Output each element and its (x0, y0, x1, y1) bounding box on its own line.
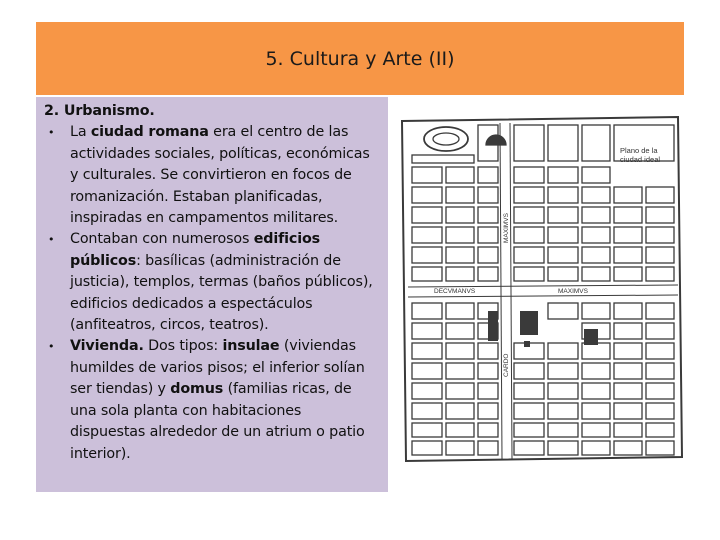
map-label-maximus-v: MAXIMVS (503, 213, 510, 243)
city-block (582, 207, 610, 223)
city-block (446, 363, 474, 379)
city-block (646, 303, 674, 319)
city-block (582, 343, 610, 359)
city-block (614, 403, 642, 419)
city-block (548, 363, 578, 379)
city-block (614, 423, 642, 437)
city-block (446, 441, 474, 455)
city-block (548, 167, 578, 183)
city-block (514, 207, 544, 223)
map-caption-line1: Plano de la (620, 146, 658, 155)
city-block (582, 125, 610, 161)
city-block (646, 247, 674, 263)
city-block (514, 383, 544, 399)
city-block (548, 207, 578, 223)
city-block (412, 227, 442, 243)
bullet-list (44, 122, 380, 465)
bullet-ciudad-romana: • La ciudad romana era el centro de las actividades sociales, políticas, económicas y culturales. Se convirtieron en focos de romanización. Estaban planificadas, inspiradas en campamentos militares. (48, 124, 370, 227)
city-block (548, 441, 578, 455)
city-block (548, 383, 578, 399)
city-block (582, 227, 610, 243)
city-block (478, 167, 498, 183)
map-label-decumanus: DECVMANVS (434, 288, 476, 295)
city-block (614, 343, 642, 359)
map-label-maximus-h: MAXIMVS (558, 288, 588, 295)
city-block (614, 267, 642, 281)
city-block (614, 207, 642, 223)
city-block (478, 247, 498, 263)
city-block (514, 403, 544, 419)
city-block (646, 343, 674, 359)
section-heading: 2. Urbanismo. (44, 103, 155, 119)
city-block (646, 227, 674, 243)
city-block (478, 207, 498, 223)
city-block (614, 441, 642, 455)
city-block (582, 423, 610, 437)
slide-title: 5. Cultura y Arte (II) (265, 47, 455, 70)
city-block (412, 441, 442, 455)
city-block (646, 207, 674, 223)
city-block (614, 363, 642, 379)
city-block (446, 343, 474, 359)
city-block (446, 207, 474, 223)
map-caption-line2: ciudad ideal (620, 155, 661, 164)
city-block (582, 167, 610, 183)
city-block (412, 323, 442, 339)
city-block (446, 187, 474, 203)
city-block (412, 343, 442, 359)
city-block (548, 303, 578, 319)
city-block (548, 267, 578, 281)
bullet-icon: • (48, 126, 55, 140)
city-block (514, 227, 544, 243)
city-block (582, 383, 610, 399)
city-block (548, 187, 578, 203)
city-block (548, 343, 578, 359)
city-block (478, 423, 498, 437)
city-block (478, 227, 498, 243)
city-block (614, 227, 642, 243)
city-block (646, 403, 674, 419)
city-block (446, 227, 474, 243)
city-block (446, 303, 474, 319)
city-block (614, 303, 642, 319)
city-block (582, 403, 610, 419)
bullet-edificios-publicos: • Contaban con numerosos edificios públicos: basílicas (administración de justicia), templos, termas (baños públicos), edificios dedicados a espectáculos (anfiteatros, circos, teatros). (48, 231, 373, 334)
city-block (514, 267, 544, 281)
city-block (478, 267, 498, 281)
city-block (548, 227, 578, 243)
city-block (548, 247, 578, 263)
city-block (446, 267, 474, 281)
city-block (412, 403, 442, 419)
city-block (582, 363, 610, 379)
city-block (514, 441, 544, 455)
city-block (646, 187, 674, 203)
city-block (646, 363, 674, 379)
city-block (412, 207, 442, 223)
city-block (548, 403, 578, 419)
city-block (412, 247, 442, 263)
city-block (514, 423, 544, 437)
city-block (446, 247, 474, 263)
city-block (514, 247, 544, 263)
city-block (646, 267, 674, 281)
city-block (646, 441, 674, 455)
city-block (582, 303, 610, 319)
city-block (582, 441, 610, 455)
city-block (446, 167, 474, 183)
city-block (582, 187, 610, 203)
city-block (478, 383, 498, 399)
city-block (412, 383, 442, 399)
city-block (614, 383, 642, 399)
city-block (412, 423, 442, 437)
city-block (646, 423, 674, 437)
city-block (582, 267, 610, 281)
city-block (446, 423, 474, 437)
city-block (548, 423, 578, 437)
city-block (514, 125, 544, 161)
city-block (478, 343, 498, 359)
city-block (582, 247, 610, 263)
title-bar (36, 22, 684, 95)
bullet-vivienda: • Vivienda. Dos tipos: insulae (viviendas humildes de varios pisos; el inferior solían ser tiendas) y domus (familias ricas, de una sola planta con habitaciones dispuestas alrededor de un atrium o patio interior). (48, 338, 365, 462)
city-block (614, 323, 642, 339)
city-block (548, 125, 578, 161)
city-block (514, 187, 544, 203)
text-box (36, 97, 388, 492)
city-block (614, 247, 642, 263)
city-block (514, 363, 544, 379)
city-block (446, 323, 474, 339)
city-block (646, 323, 674, 339)
city-block (412, 167, 442, 183)
roman-city-map (398, 115, 684, 463)
city-block (412, 187, 442, 203)
city-block (478, 441, 498, 455)
city-block (478, 187, 498, 203)
city-block (412, 267, 442, 281)
city-block (478, 403, 498, 419)
city-block (412, 155, 474, 163)
city-block (446, 383, 474, 399)
city-block (412, 363, 442, 379)
city-block (614, 187, 642, 203)
city-block (412, 303, 442, 319)
bullet-icon: • (48, 233, 55, 247)
city-block (446, 403, 474, 419)
map-label-cardo: CARDO (503, 353, 510, 377)
city-block (514, 167, 544, 183)
city-block (646, 383, 674, 399)
bullet-icon: • (48, 340, 55, 354)
city-block (478, 363, 498, 379)
